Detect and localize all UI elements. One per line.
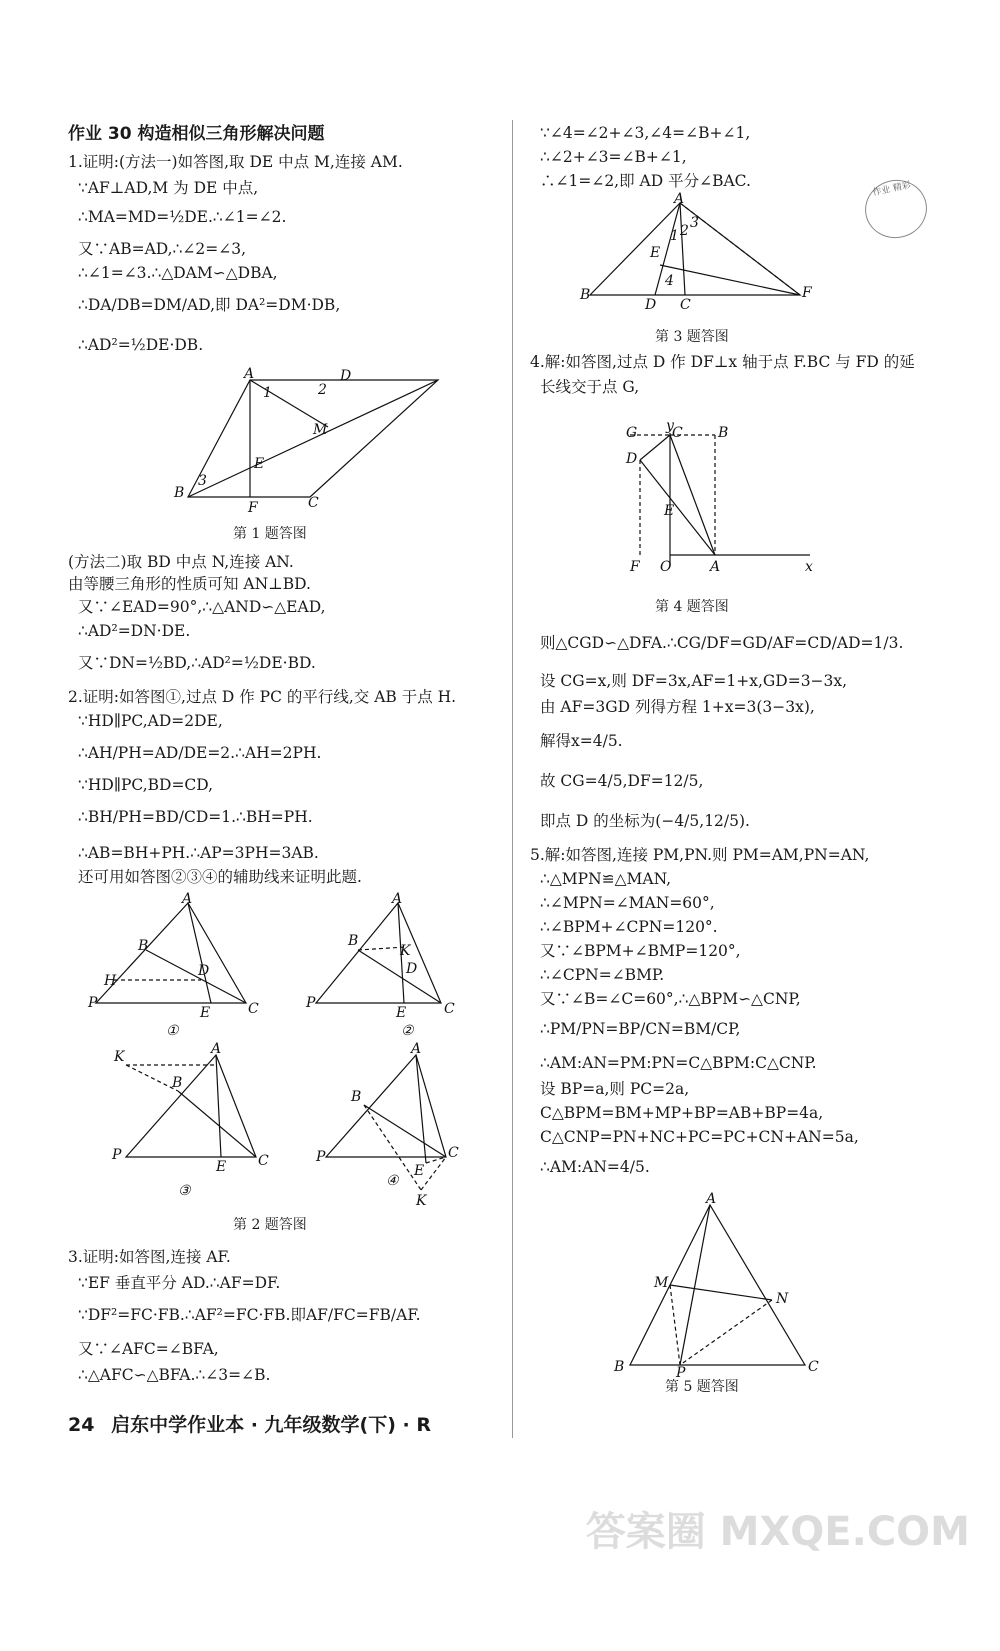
svg-text:C: C (308, 495, 319, 511)
text-line: 设 BP=a,则 PC=2a, (540, 1080, 690, 1098)
figure-2 (88, 891, 496, 1215)
svg-text:D: D (406, 961, 418, 977)
svg-text:D: D (198, 963, 210, 979)
text-line: ∵DF²=FC·FB.∴AF²=FC·FB.即AF/FC=FB/AF. (78, 1306, 421, 1324)
svg-text:E: E (664, 503, 675, 519)
svg-text:E: E (650, 245, 661, 261)
figure-3 (580, 191, 870, 315)
svg-text:B: B (580, 287, 591, 303)
svg-text:K: K (114, 1049, 125, 1065)
text-line: ∵HD∥PC,BD=CD, (78, 776, 214, 794)
figure-caption: 第 3 题答图 (655, 329, 729, 345)
text-line: 即点 D 的坐标为(−4/5,12/5). (540, 812, 750, 830)
svg-text:F: F (802, 285, 812, 301)
text-line: 则△CGD∽△DFA.∴CG/DF=GD/AF=CD/AD=1/3. (540, 634, 904, 652)
svg-text:B: B (718, 425, 729, 441)
svg-text:C: C (444, 1001, 455, 1017)
text-line: ∴MA=MD=½DE.∴∠1=∠2. (78, 208, 287, 226)
svg-text:A: A (211, 1041, 222, 1057)
text-line: 长线交于点 G, (540, 378, 640, 396)
text-line: ∴AD²=½DE·DB. (78, 336, 204, 354)
svg-text:E: E (396, 1005, 407, 1021)
figure-caption: 第 5 题答图 (665, 1379, 739, 1395)
text-line: (方法二)取 BD 中点 N,连接 AN. (68, 553, 294, 571)
text-line: ∵AF⊥AD,M 为 DE 中点, (78, 179, 259, 197)
text-line: ∴AH/PH=AD/DE=2.∴AH=2PH. (78, 744, 322, 762)
svg-text:P: P (676, 1365, 686, 1381)
svg-text:B: B (174, 485, 185, 501)
text-line: ∴△AFC∽△BFA.∴∠3=∠B. (78, 1366, 271, 1384)
svg-text:B: B (351, 1089, 362, 1105)
text-line: 3.证明:如答图,连接 AF. (68, 1248, 231, 1266)
text-line: ∴∠MPN=∠MAN=60°, (540, 894, 715, 912)
svg-text:C: C (680, 297, 691, 313)
svg-text:2: 2 (318, 382, 327, 398)
svg-text:A: A (706, 1191, 717, 1207)
svg-text:O: O (660, 559, 672, 575)
fig2-label-3: ③ (178, 1183, 191, 1199)
stamp: 作业 精彩 (860, 174, 933, 244)
svg-text:E: E (254, 456, 265, 472)
fig2-label-1: ① (166, 1023, 179, 1039)
svg-text:B: B (348, 933, 359, 949)
text-line: ∵EF 垂直平分 AD.∴AF=DF. (78, 1274, 281, 1292)
fig2-label-2: ② (401, 1023, 414, 1039)
svg-text:A: A (411, 1041, 422, 1057)
footer (68, 1410, 431, 1437)
svg-text:x: x (805, 559, 813, 575)
text-line: C△BPM=BM+MP+BP=AB+BP=4a, (540, 1104, 824, 1122)
svg-text:3: 3 (198, 473, 207, 489)
svg-text:M: M (654, 1275, 669, 1291)
svg-text:B: B (138, 938, 149, 954)
svg-text:C: C (808, 1359, 819, 1375)
svg-text:M: M (313, 422, 328, 438)
svg-text:K: K (400, 943, 411, 959)
text-line: ∴AM:AN=PM:PN=C△BPM:C△CNP. (540, 1054, 817, 1072)
text-line: ∴∠2+∠3=∠B+∠1, (540, 148, 687, 166)
svg-text:3: 3 (690, 215, 699, 231)
text-line: C△CNP=PN+NC+PC=PC+CN+AN=5a, (540, 1128, 859, 1146)
svg-text:F: F (630, 559, 640, 575)
text-line: 2.证明:如答图①,过点 D 作 PC 的平行线,交 AB 于点 H. (68, 688, 457, 706)
text-line: ∴∠BPM+∠CPN=120°. (540, 918, 718, 936)
svg-text:2: 2 (680, 223, 689, 239)
svg-text:A: A (182, 891, 193, 907)
watermark: 答案圈 MXQE.COM (585, 1509, 970, 1555)
book-title: 启东中学作业本 · 九年级数学(下) · R (111, 1414, 431, 1436)
text-line: 设 CG=x,则 DF=3x,AF=1+x,GD=3−3x, (540, 672, 848, 690)
text-line: 由 AF=3GD 列得方程 1+x=3(3−3x), (540, 698, 815, 716)
svg-text:P: P (88, 995, 98, 1011)
text-line: 又∵∠EAD=90°,∴△AND∽△EAD, (78, 598, 326, 616)
svg-text:F: F (248, 500, 258, 516)
svg-text:E: E (216, 1159, 227, 1175)
svg-text:P: P (316, 1149, 326, 1165)
text-line: ∴∠1=∠3.∴△DAM∽△DBA, (78, 264, 278, 282)
fig2-label-4: ④ (386, 1173, 399, 1189)
svg-text:4: 4 (665, 273, 674, 289)
text-line: 又∵∠BPM+∠BMP=120°, (540, 942, 741, 960)
text-line: 又∵AB=AD,∴∠2=∠3, (78, 240, 247, 258)
svg-text:D: D (626, 451, 638, 467)
text-line: 又∵DN=½BD,∴AD²=½DE·BD. (78, 654, 316, 672)
text-line: 故 CG=4/5,DF=12/5, (540, 772, 704, 790)
figure-caption: 第 4 题答图 (655, 599, 729, 615)
svg-text:B: B (172, 1075, 183, 1091)
column-divider (512, 120, 513, 1438)
svg-text:G: G (626, 425, 638, 441)
svg-text:C: C (448, 1145, 459, 1161)
svg-text:D: D (340, 368, 352, 384)
svg-text:A: A (710, 559, 721, 575)
text-line: ∴DA/DB=DM/AD,即 DA²=DM·DB, (78, 296, 341, 314)
text-line: 4.解:如答图,过点 D 作 DF⊥x 轴于点 F.BC 与 FD 的延 (530, 353, 915, 371)
svg-text:K: K (416, 1193, 427, 1209)
text-line: 又∵∠AFC=∠BFA, (78, 1340, 219, 1358)
svg-text:C: C (672, 425, 683, 441)
text-line: 由等腰三角形的性质可知 AN⊥BD. (68, 575, 311, 593)
svg-text:C: C (248, 1001, 259, 1017)
text-line: ∴AD²=DN·DE. (78, 622, 191, 640)
text-line: ∴∠1=∠2,即 AD 平分∠BAC. (540, 172, 751, 190)
text-line: ∴AB=BH+PH.∴AP=3PH=3AB. (78, 844, 319, 862)
svg-text:1: 1 (670, 228, 679, 244)
text-line: ∵HD∥PC,AD=2DE, (78, 712, 223, 730)
svg-text:y: y (666, 418, 674, 434)
text-line: 解得x=4/5. (540, 732, 623, 750)
svg-text:E: E (200, 1005, 211, 1021)
svg-text:P: P (112, 1147, 122, 1163)
svg-text:E: E (414, 1163, 425, 1179)
figure-1 (168, 366, 408, 516)
svg-text:C: C (258, 1153, 269, 1169)
text-line: 5.解:如答图,连接 PM,PN.则 PM=AM,PN=AN, (530, 846, 870, 864)
figure-caption: 第 2 题答图 (233, 1217, 307, 1233)
text-line: ∴∠CPN=∠BMP. (540, 966, 665, 984)
svg-text:A: A (392, 891, 403, 907)
text-line: ∴△MPN≌△MAN, (540, 870, 672, 888)
figure-5 (610, 1191, 830, 1381)
figure-caption: 第 1 题答图 (233, 526, 307, 542)
text-line: ∵∠4=∠2+∠3,∠4=∠B+∠1, (540, 124, 751, 142)
svg-text:H: H (104, 973, 117, 989)
text-line: 1.证明:(方法一)如答图,取 DE 中点 M,连接 AM. (68, 153, 403, 171)
svg-text:A: A (244, 366, 255, 382)
text-line: ∴AM:AN=4/5. (540, 1158, 650, 1176)
text-line: 又∵∠B=∠C=60°,∴△BPM∽△CNP, (540, 990, 801, 1008)
svg-text:D: D (645, 297, 657, 313)
figure-4 (626, 418, 813, 575)
svg-text:1: 1 (263, 385, 272, 401)
page-number: 24 (68, 1414, 95, 1436)
page-title: 作业 30 构造相似三角形解决问题 (68, 124, 325, 144)
text-line: ∴BH/PH=BD/CD=1.∴BH=PH. (78, 808, 313, 826)
svg-text:P: P (306, 995, 316, 1011)
svg-text:A: A (674, 191, 685, 207)
svg-text:B: B (614, 1359, 625, 1375)
svg-text:N: N (776, 1291, 789, 1307)
text-line: 还可用如答图②③④的辅助线来证明此题. (78, 868, 362, 886)
text-line: ∴PM/PN=BP/CN=BM/CP, (540, 1020, 741, 1038)
